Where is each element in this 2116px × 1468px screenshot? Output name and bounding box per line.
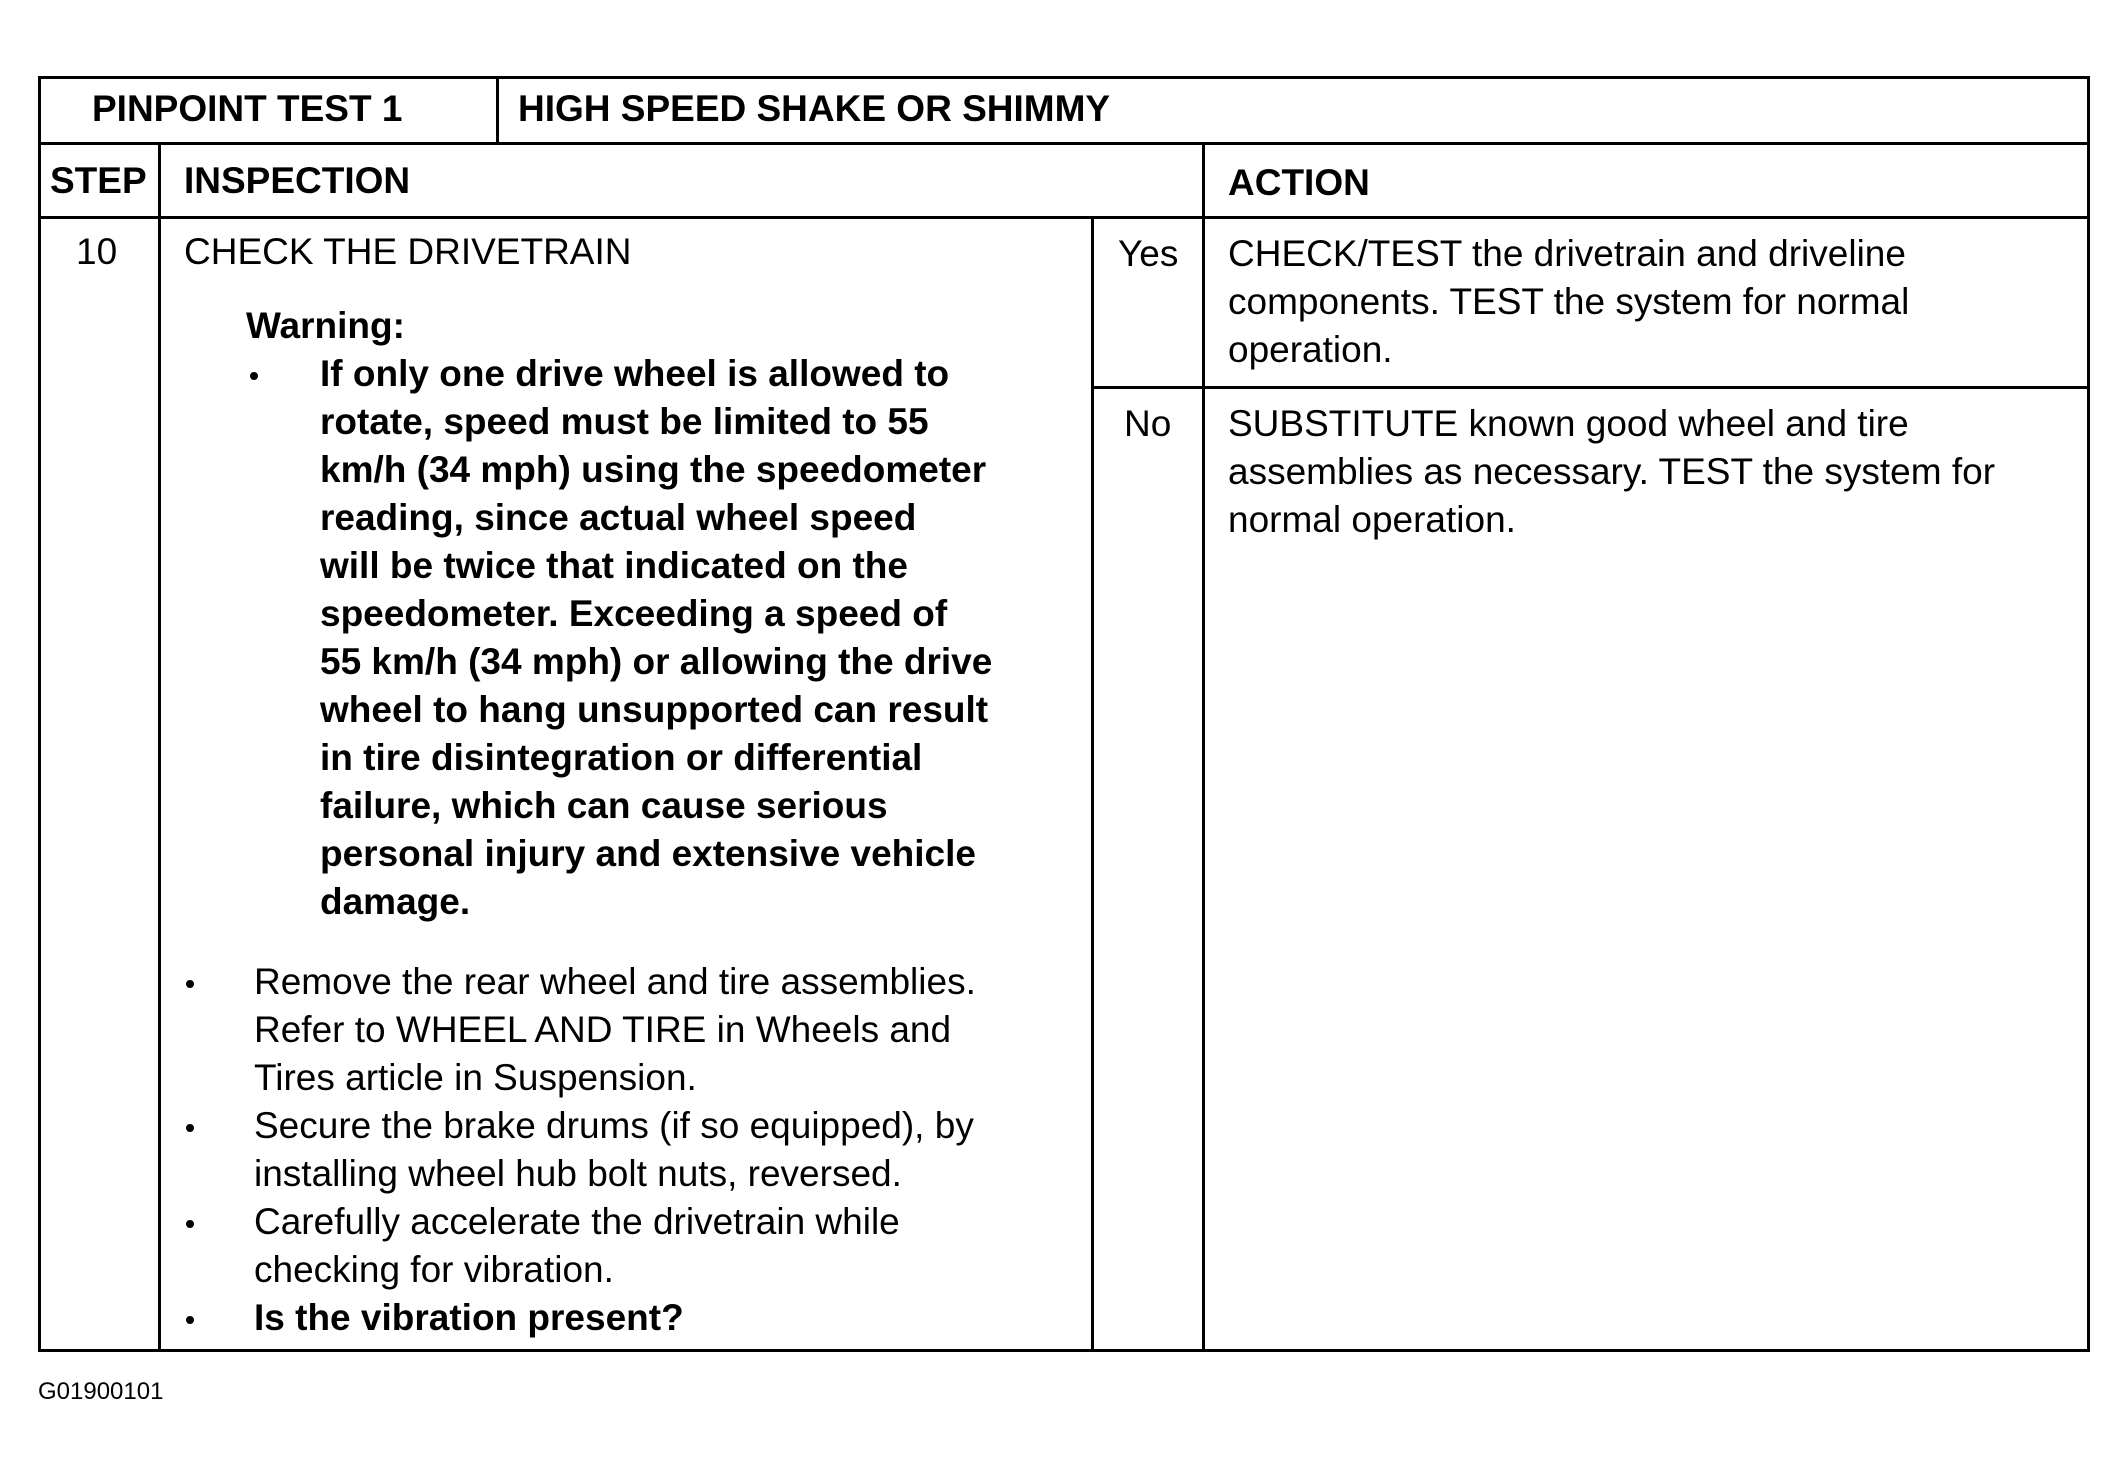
procedure-step bbox=[254, 958, 976, 1102]
procedure-line: Tires article in Suspension. bbox=[254, 1057, 697, 1098]
test-label: PINPOINT TEST 1 bbox=[92, 88, 403, 129]
figure-code: G01900101 bbox=[38, 1378, 164, 1405]
warning-line: will be twice that indicated on the bbox=[320, 545, 908, 586]
procedure-line: installing wheel hub bolt nuts, reversed. bbox=[254, 1153, 902, 1194]
title-cell-divider bbox=[496, 76, 499, 144]
procedure-step bbox=[254, 1198, 900, 1294]
warning-bullet-icon bbox=[250, 372, 258, 380]
action-column-divider bbox=[1202, 142, 1205, 1352]
action-line: CHECK/TEST the drivetrain and driveline bbox=[1228, 233, 1906, 274]
warning-line: 55 km/h (34 mph) or allowing the drive bbox=[320, 641, 993, 682]
procedure-line: Refer to WHEEL AND TIRE in Wheels and bbox=[254, 1009, 952, 1050]
step-bullet-icon bbox=[186, 980, 194, 988]
warning-line: km/h (34 mph) using the speedometer bbox=[320, 449, 987, 490]
step-bullet-icon bbox=[186, 1124, 194, 1132]
no-action bbox=[1228, 400, 1995, 544]
inspection-title: CHECK THE DRIVETRAIN bbox=[184, 231, 632, 272]
warning-line: damage. bbox=[320, 881, 471, 922]
procedure-step bbox=[254, 1102, 974, 1198]
action-line: assemblies as necessary. TEST the system for bbox=[1228, 451, 1996, 492]
procedure-step bbox=[254, 1294, 684, 1342]
step-bullet-icon bbox=[186, 1316, 194, 1324]
yes-action bbox=[1228, 230, 1909, 374]
step-number: 10 bbox=[76, 231, 118, 272]
action-line: operation. bbox=[1228, 329, 1393, 370]
step-column-header: STEP bbox=[50, 160, 147, 201]
yes-label: Yes bbox=[1118, 233, 1179, 274]
column-header-divider bbox=[38, 216, 2090, 219]
procedure-line: Carefully accelerate the drivetrain while bbox=[254, 1201, 900, 1242]
warning-line: rotate, speed must be limited to 55 bbox=[320, 401, 929, 442]
warning-text bbox=[320, 350, 992, 926]
warning-line: speedometer. Exceeding a speed of bbox=[320, 593, 948, 634]
action-line: SUBSTITUTE known good wheel and tire bbox=[1228, 403, 1909, 444]
test-title: HIGH SPEED SHAKE OR SHIMMY bbox=[518, 88, 1111, 129]
action-column-header: ACTION bbox=[1228, 162, 1370, 203]
procedure-line: checking for vibration. bbox=[254, 1249, 614, 1290]
step-bullet-icon bbox=[186, 1220, 194, 1228]
no-label: No bbox=[1124, 403, 1172, 444]
action-line: components. TEST the system for normal bbox=[1228, 281, 1910, 322]
procedure-line: Secure the brake drums (if so equipped), by bbox=[254, 1105, 974, 1146]
inspection-column-header: INSPECTION bbox=[184, 160, 411, 201]
warning-line: wheel to hang unsupported can result bbox=[320, 689, 989, 730]
warning-line: reading, since actual wheel speed bbox=[320, 497, 917, 538]
warning-line: failure, which can cause serious bbox=[320, 785, 888, 826]
warning-line: in tire disintegration or differential bbox=[320, 737, 923, 778]
header-divider bbox=[38, 142, 2090, 145]
procedure-question: Is the vibration present? bbox=[254, 1297, 684, 1338]
warning-line: personal injury and extensive vehicle bbox=[320, 833, 976, 874]
procedure-line: Remove the rear wheel and tire assemblies. bbox=[254, 961, 976, 1002]
yes-no-divider bbox=[1091, 386, 2090, 389]
warning-label: Warning: bbox=[246, 305, 405, 346]
action-line: normal operation. bbox=[1228, 499, 1516, 540]
step-column-divider bbox=[158, 142, 161, 1352]
warning-line: If only one drive wheel is allowed to bbox=[320, 353, 950, 394]
